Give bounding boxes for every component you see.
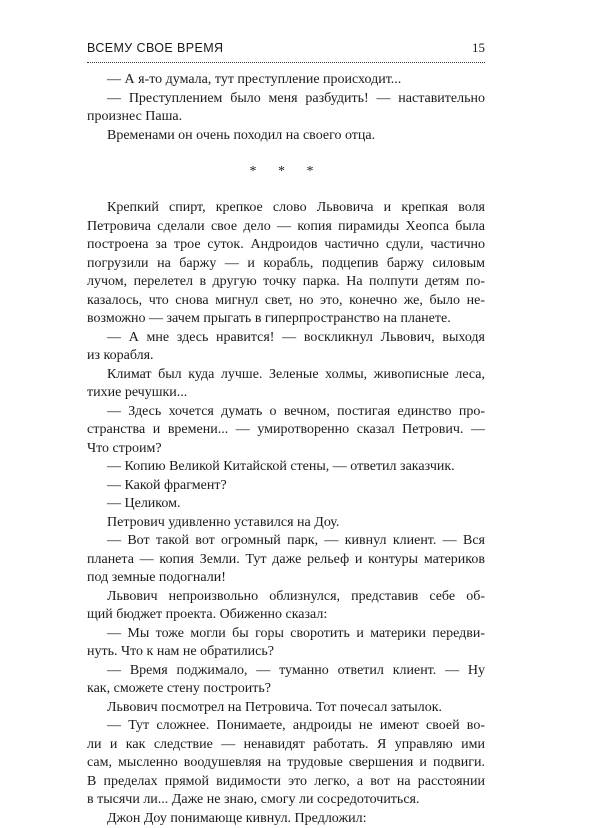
paragraph: [87, 458, 485, 477]
text-line: как, сможете стену построить?: [87, 680, 485, 699]
text-line: построена за трое суток. Андроидов частично сдули, частично: [87, 236, 485, 255]
text-line: Что строим?: [87, 440, 485, 459]
text-line: в тысячи ли... Даже не знаю, смогу ли сосредоточиться.: [87, 791, 485, 810]
text-line: щий бюджет проекта. Обиженно сказал:: [87, 606, 485, 625]
running-head: [87, 40, 485, 58]
text-line: — А я-то думала, тут преступление происходит...: [87, 71, 485, 90]
paragraph: [87, 495, 485, 514]
text-line: — Тут сложнее. Понимаете, андроиды не имеют своей во-: [87, 717, 485, 736]
text-line: — Преступлением было меня разбудить! — наставительно: [87, 90, 485, 109]
text-line: странства и времени... — умиротворенно сказал Петрович. —: [87, 421, 485, 440]
paragraph: [87, 366, 485, 403]
header-dotted-rule: [87, 62, 485, 63]
text-line: — Целиком.: [87, 495, 485, 514]
running-title: ВСЕМУ СВОЕ ВРЕМЯ: [87, 41, 223, 55]
paragraph: [87, 810, 485, 828]
text-line: под земные подогнали!: [87, 569, 485, 588]
text-line: ли и как следствие — ненавидят работать. Я управляю ими: [87, 736, 485, 755]
section-break: * * *: [87, 163, 485, 181]
text-line: — Копию Великой Китайской стены, — ответил заказчик.: [87, 458, 485, 477]
text-line: Петровича сделали свое дело — копия пирамиды Хеопса была: [87, 218, 485, 237]
text-line: произнес Паша.: [87, 108, 485, 127]
page-number: 15: [472, 40, 485, 56]
text-line: — Мы тоже могли бы горы своротить и материки передви-: [87, 625, 485, 644]
text-line: Климат был куда лучше. Зеленые холмы, живописные леса,: [87, 366, 485, 385]
text-line: — Здесь хочется думать о вечном, постигая единство про-: [87, 403, 485, 422]
text-line: сам, мысленно воодушевляя на трудовые свершения и подвиги.: [87, 754, 485, 773]
paragraph: [87, 71, 485, 90]
paragraph: [87, 532, 485, 588]
text-block-after-break: [87, 199, 485, 828]
text-line: Петрович удивленно уставился на Доу.: [87, 514, 485, 533]
paragraph: [87, 588, 485, 625]
text-line: Львович посмотрел на Петровича. Тот почесал затылок.: [87, 699, 485, 718]
text-line: нуть. Что к нам не обратились?: [87, 643, 485, 662]
text-line: — А мне здесь нравится! — воскликнул Львович, выходя: [87, 329, 485, 348]
paragraph: [87, 403, 485, 459]
text-line: Львович непроизвольно облизнулся, представив себе об-: [87, 588, 485, 607]
text-line: — Время поджимало, — туманно ответил клиент. — Ну: [87, 662, 485, 681]
text-line: казалось, что снова мигнул свет, но это, конечно же, было не-: [87, 292, 485, 311]
paragraph: [87, 127, 485, 146]
paragraph: [87, 329, 485, 366]
paragraph: [87, 477, 485, 496]
paragraph: [87, 717, 485, 810]
text-line: Временами он очень походил на своего отца.: [87, 127, 485, 146]
text-line: В пределах прямой видимости это легко, а вот на расстоянии: [87, 773, 485, 792]
paragraph: [87, 662, 485, 699]
text-line: лучом, перелетел в другую точку парка. На полпути детям по-: [87, 273, 485, 292]
text-line: Крепкий спирт, крепкое слово Львовича и крепкая воля: [87, 199, 485, 218]
body-text: [87, 71, 485, 828]
text-line: из корабля.: [87, 347, 485, 366]
book-page: [87, 40, 485, 828]
text-line: Джон Доу понимающе кивнул. Предложил:: [87, 810, 485, 828]
paragraph: [87, 699, 485, 718]
text-line: — Вот такой вот огромный парк, — кивнул клиент. — Вся: [87, 532, 485, 551]
text-block-before-break: [87, 71, 485, 145]
text-line: возможно — зачем прыгать в гиперпространство на планете.: [87, 310, 485, 329]
paragraph: [87, 90, 485, 127]
paragraph: [87, 199, 485, 329]
paragraph: [87, 625, 485, 662]
paragraph: [87, 514, 485, 533]
text-line: погрузили на баржу — и корабль, подцепив баржу силовым: [87, 255, 485, 274]
text-line: — Какой фрагмент?: [87, 477, 485, 496]
text-line: планета — копия Земли. Тут даже рельеф и контуры материков: [87, 551, 485, 570]
text-line: тихие речушки...: [87, 384, 485, 403]
